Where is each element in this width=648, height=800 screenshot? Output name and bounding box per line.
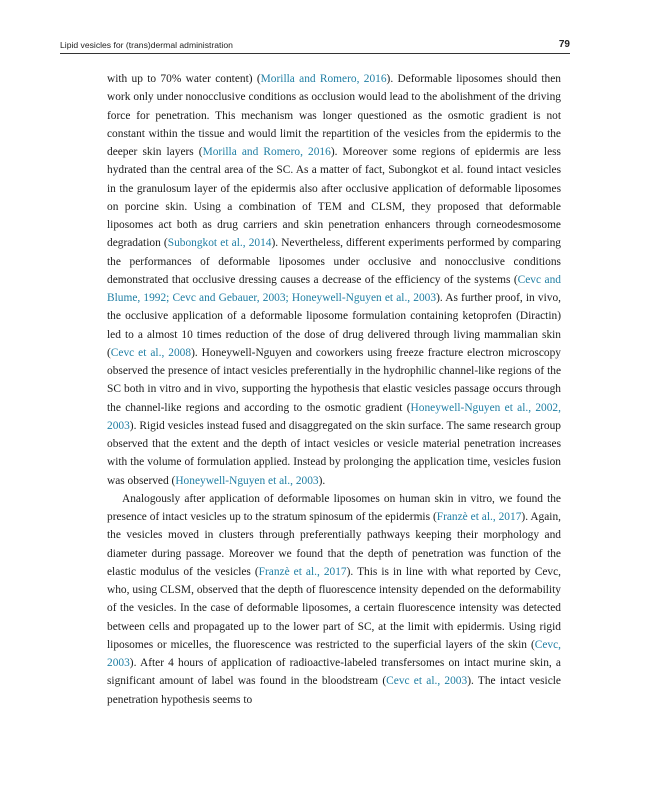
text-run: ). Honeywell-Nguyen and coworkers using freeze fracture electron microscopy observed the presence of intact vesicles preferentially in the hydrophilic channel-like regions of the SC both in vitro and in vivo, supporting the hypothesis that elastic vesicles passage occurs through the channel-like regions and according to the osmotic gradient ( bbox=[107, 346, 561, 414]
citation-link[interactable]: Cevc, 2003 bbox=[107, 638, 561, 669]
body-text bbox=[107, 70, 561, 709]
citation-link[interactable]: Cevc and Blume, 1992; Cevc and Gebauer, 2003; Honeywell-Nguyen et al., 2003 bbox=[107, 273, 561, 304]
text-run: ). Deformable liposomes should then work only under nonocclusive conditions as occlusion would lead to the abolishment of the driving force for penetration. This mechanism was longer questioned as the osmotic gradient is not constant within the tissue and would limit the repartition of the vesicles from the epidermis to the deeper skin layers ( bbox=[107, 73, 561, 158]
text-run: ). This is in line with what reported by Cevc, who, using CLSM, observed that the depth of fluorescence intensity depended on the deformability of the vesicles. In the case of deformable liposomes, a certain fluorescence intensity was detected between cells and propagated up to the lower part of SC, at the limit with epidermis. Using rigid liposomes or micelles, the fluorescence was restricted to the superficial layers of the skin ( bbox=[107, 565, 561, 651]
text-run: ). After 4 hours of application of radioactive-labeled transfersomes on intact murine skin, a significant amount of label was found in the bloodstream ( bbox=[107, 657, 561, 688]
text-run: ). Moreover some regions of epidermis are less hydrated than the central area of the SC. As a matter of fact, Subongkot et al. found intact vesicles in the granulosum layer of the epidermis also after occlusive application of deformable liposomes on porcine skin. Using a combination of TEM and CLSM, they proposed that deformable liposomes act both as drug carriers and skin penetration enhancers through corneodesmosome degradation ( bbox=[107, 146, 561, 250]
text-run: ). As further proof, in vivo, the occlusive application of a deformable liposome formulation containing ketoprofen (Diractin) led to a almost 10 times reduction of the dose of drug delivered through living mammalian skin ( bbox=[107, 292, 561, 359]
running-title: Lipid vesicles for (trans)dermal administration bbox=[60, 40, 233, 50]
citation-link[interactable]: Cevc et al., 2003 bbox=[386, 675, 468, 688]
citation-link[interactable]: Honeywell-Nguyen et al., 2003 bbox=[175, 474, 319, 487]
text-run: with up to 70% water content) ( bbox=[107, 73, 261, 85]
citation-link[interactable]: Morilla and Romero, 2016 bbox=[260, 73, 387, 85]
citation-link[interactable]: Morilla and Romero, 2016 bbox=[202, 146, 331, 158]
text-run: ). Rigid vesicles instead fused and disaggregated on the skin surface. The same research group observed that the extent and the depth of intact vesicles or vesicle material penetration increases with the volume of formulation applied. Instead by prolonging the application time, vesicles fusion was observed ( bbox=[107, 419, 561, 487]
citation-link[interactable]: Subongkot et al., 2014 bbox=[167, 237, 272, 250]
text-run: ). bbox=[318, 474, 326, 487]
paragraph-1 bbox=[107, 70, 561, 490]
page-number: 79 bbox=[558, 39, 570, 50]
text-run: ). Again, the vesicles moved in clusters through preferentially pathways keeping their morphology and diameter during passage. Moreover we found that the depth of penetration was function of the elastic modulus of the vesicles ( bbox=[107, 511, 562, 578]
paragraph-2 bbox=[107, 490, 561, 709]
citation-link[interactable]: Franzè et al., 2017 bbox=[436, 511, 522, 523]
citation-link[interactable]: Franzè et al., 2017 bbox=[258, 565, 347, 578]
header-rule bbox=[60, 53, 570, 54]
text-run: ). Nevertheless, different experiments performed by comparing the performances of deformable liposomes under occlusive and nonocclusive conditions demonstrated that occlusive dressing causes a decrease of the efficiency of the systems ( bbox=[107, 237, 561, 286]
citation-link[interactable]: Cevc et al., 2008 bbox=[110, 346, 192, 359]
text-run: Analogously after application of deformable liposomes on human skin in vitro, we found the presence of intact vesicles up to the stratum spinosum of the epidermis ( bbox=[107, 492, 561, 523]
running-header bbox=[60, 40, 570, 54]
text-run: ). The intact vesicle penetration hypothesis seems to bbox=[107, 675, 561, 706]
citation-link[interactable]: Honeywell-Nguyen et al., 2002, 2003 bbox=[107, 401, 561, 432]
